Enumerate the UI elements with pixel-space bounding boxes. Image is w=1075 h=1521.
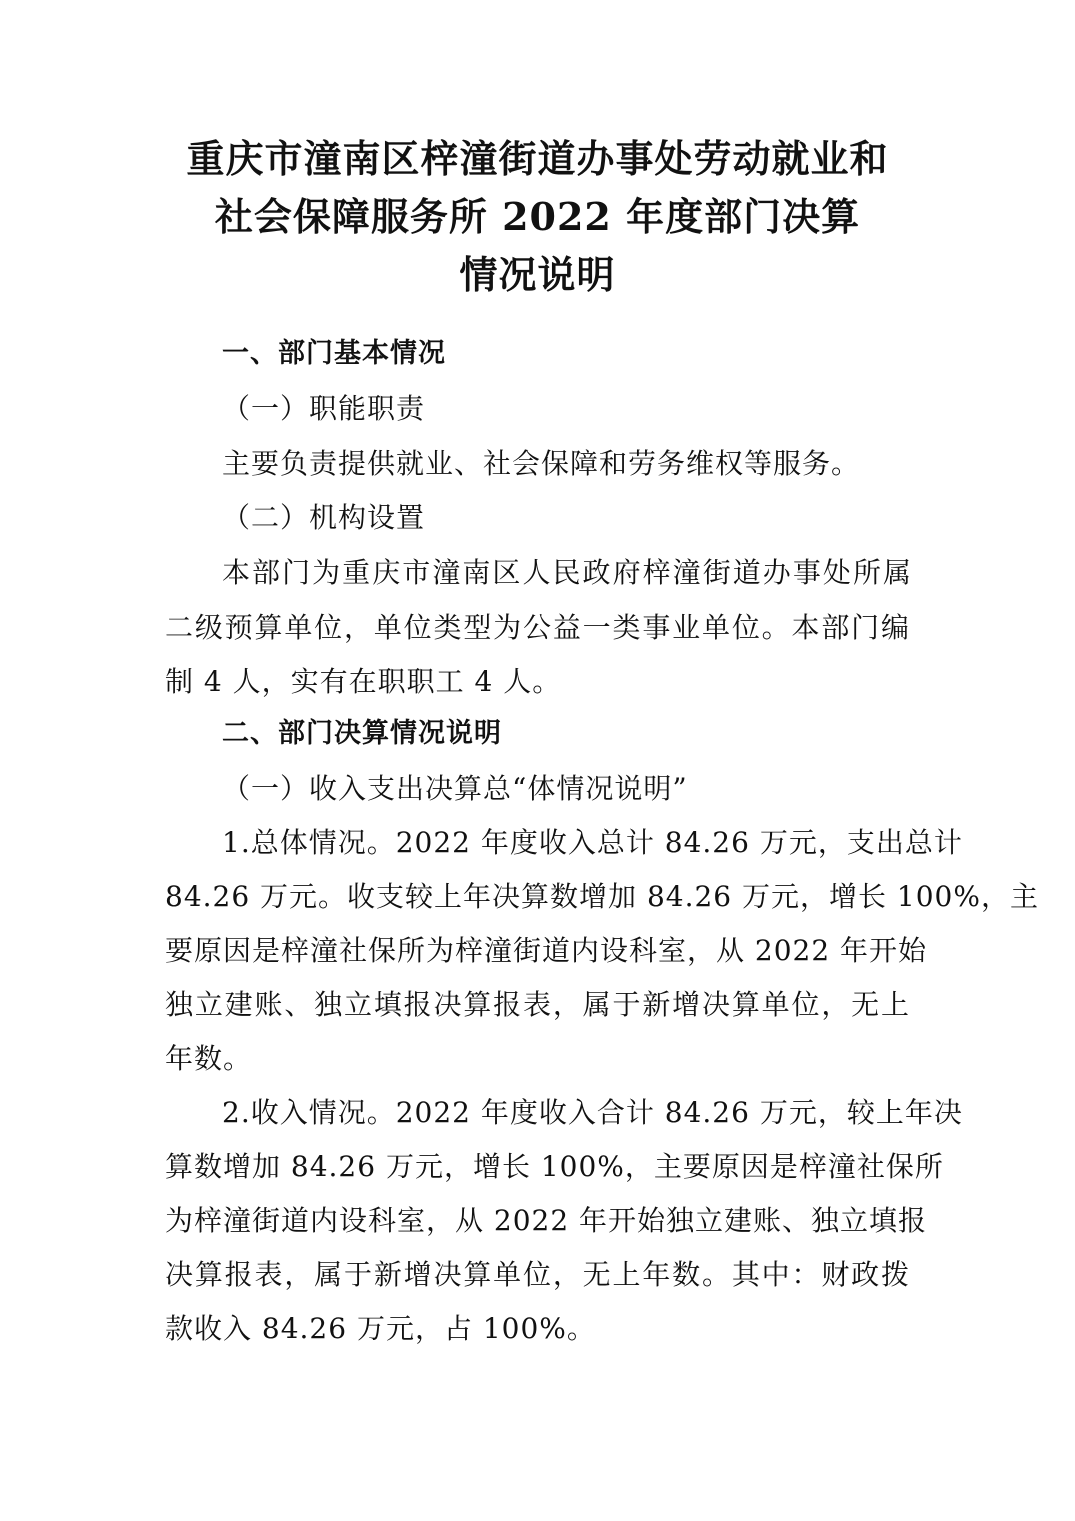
title-line-3: 情况说明 (459, 252, 616, 297)
overview-paragraph-line-1: 1.总体情况。2022 年度收入总计 84.26 万元，支出总计 (222, 826, 963, 859)
income-paragraph-line-4: 决算报表，属于新增决算单位，无上年数。其中：财政拨 (165, 1258, 910, 1291)
title-line-1: 重庆市潼南区梓潼街道办事处劳动就业和 (186, 136, 889, 181)
document-title (150, 130, 925, 304)
income-paragraph-line-1: 2.收入情况。2022 年度收入合计 84.26 万元，较上年决 (222, 1096, 963, 1129)
income-paragraph-line-3: 为梓潼街道内设科室，从 2022 年开始独立建账、独立填报 (165, 1204, 928, 1237)
section-1-sub-1-text: 主要负责提供就业、社会保障和劳务维权等服务。 (222, 447, 861, 480)
overview-paragraph-line-5: 年数。 (165, 1042, 253, 1075)
org-paragraph-line-3: 制 4 人，实有在职职工 4 人。 (165, 665, 562, 698)
section-1-heading: 一、部门基本情况 (222, 338, 446, 369)
section-1-sub-1: （一）职能职责 (222, 392, 426, 425)
overview-paragraph-line-4: 独立建账、独立填报决算报表，属于新增决算单位，无上 (165, 988, 910, 1021)
overview-paragraph-line-2: 84.26 万元。收支较上年决算数增加 84.26 万元，增长 100%，主 (165, 880, 1039, 913)
section-2-heading: 二、部门决算情况说明 (222, 718, 502, 749)
overview-paragraph-line-3: 要原因是梓潼社保所为梓潼街道内设科室，从 2022 年开始 (165, 934, 928, 967)
title-line-2: 社会保障服务所 2022 年度部门决算 (214, 194, 861, 239)
section-2-sub-1: （一）收入支出决算总“体情况说明” (222, 772, 688, 805)
section-1-sub-2: （二）机构设置 (222, 501, 426, 534)
org-paragraph-line-1: 本部门为重庆市潼南区人民政府梓潼街道办事处所属 (222, 556, 912, 589)
income-paragraph-line-2: 算数增加 84.26 万元，增长 100%，主要原因是梓潼社保所 (165, 1150, 944, 1183)
income-paragraph-line-5: 款收入 84.26 万元，占 100%。 (165, 1312, 596, 1345)
org-paragraph-line-2: 二级预算单位，单位类型为公益一类事业单位。本部门编 (165, 611, 910, 644)
